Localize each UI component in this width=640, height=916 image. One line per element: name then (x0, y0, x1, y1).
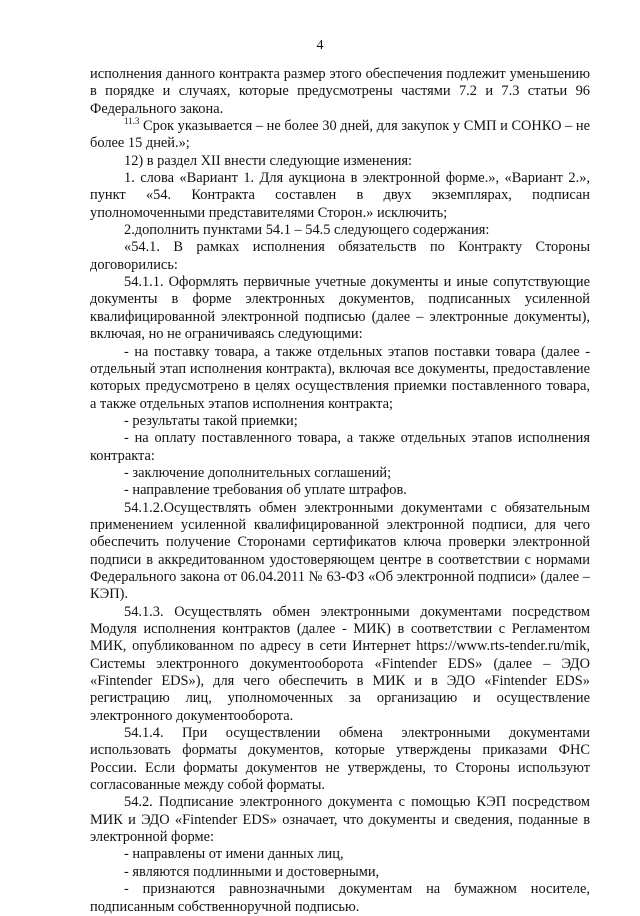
clause-54-1-1: 54.1.1. Оформлять первичные учетные документы и иные сопутствующие документы в форме электронных документов, подписанных усиленной квалифицированной электронной подписью (далее – электронные документы), включая, но не ограничиваясь следующими: (90, 274, 590, 343)
list-item-agreements: - заключение дополнительных соглашений; (124, 464, 392, 481)
footnote-paragraph (90, 118, 590, 153)
paragraph-item-12: 12) в раздел XII внести следующие изменения: (124, 152, 413, 169)
list-item-acceptance: - результаты такой приемки; (124, 412, 298, 429)
clause-54-1: «54.1. В рамках исполнения обязательств по Контракту Стороны договорились: (90, 239, 590, 273)
paragraph-item-2: 2.дополнить пунктами 54.1 – 54.5 следующего содержания: (124, 222, 490, 239)
list-item-payment: - на оплату поставленного товара, а также отдельных этапов исполнения контракта: (90, 430, 590, 464)
list-item-equivalent: - признаются равнозначными документам на бумажном носителе, подписанным собственноручной подписью. (90, 881, 590, 915)
paragraph-item-1: 1. слова «Вариант 1. Для аукциона в электронной форме.», «Вариант 2.», пункт «54. Контракта составлен в двух экземплярах, подписан уполномоченными представителями Сторон.» исключить; (90, 170, 590, 221)
list-item-penalties: - направление требования об уплате штрафов. (124, 482, 407, 499)
clause-54-1-3: 54.1.3. Осуществлять обмен электронными документами посредством Модуля исполнения контрактов (далее - МИК) в соответствии с Регламентом МИК, опубликованном по адресу в сети Интернет https://www.rts-tender.ru/mik, Системы электронного документооборота «Fintender EDS» (далее – ЭДО «Fintender EDS»), для чего обеспечить в МИК и в ЭДО «Fintender EDS» регистрацию лиц, уполномоченных за организацию и осуществление электронного документооборота. (90, 603, 590, 724)
footnote-text: Срок указывается – не более 30 дней, для закупок у СМП и СОНКО – не более 15 дней.»; (90, 118, 590, 152)
paragraph-continuation: исполнения данного контракта размер этого обеспечения подлежит уменьшению в порядке и случаях, которые предусмотрены частями 7.2 и 7.3 статьи 96 Федерального закона. (90, 66, 590, 117)
list-item-delivery: - на поставку товара, а также отдельных этапов поставки товара (далее - отдельный этап исполнения контракта), включая все документы, предоставление которых предусмотрено в целях осуществления приемки поставленного товара, а также отдельных этапов исполнения контракта; (90, 343, 590, 412)
clause-54-1-2: 54.1.2.Осуществлять обмен электронными документами с обязательным применением усиленной квалифицированной электронной подписи, для чего обеспечить получение Сторонами сертификатов ключа проверки электронной подписи в аккредитованном удостоверяющем центре в соответствии с нормами Федерального закона от 06.04.2011 № 63-ФЗ «Об электронной подписи» (далее – КЭП). (90, 499, 590, 603)
clause-54-2: 54.2. Подписание электронного документа с помощью КЭП посредством МИК и ЭДО «Fintender EDS» означает, что документы и сведения, поданные в электронной форме: (90, 794, 590, 846)
list-item-authentic: - являются подлинными и достоверными, (124, 863, 380, 880)
clause-54-1-4: 54.1.4. При осуществлении обмена электронными документами использовать форматы документов, которые утверждены приказами ФНС России. Если форматы документов не утверждены, то Стороны используют согласованные между собой форматы. (90, 725, 590, 794)
list-item-on-behalf: - направлены от имени данных лиц, (124, 846, 344, 863)
document-body (90, 66, 590, 916)
footnote-marker: 11.3 (124, 116, 140, 127)
page-number: 4 (316, 38, 324, 53)
